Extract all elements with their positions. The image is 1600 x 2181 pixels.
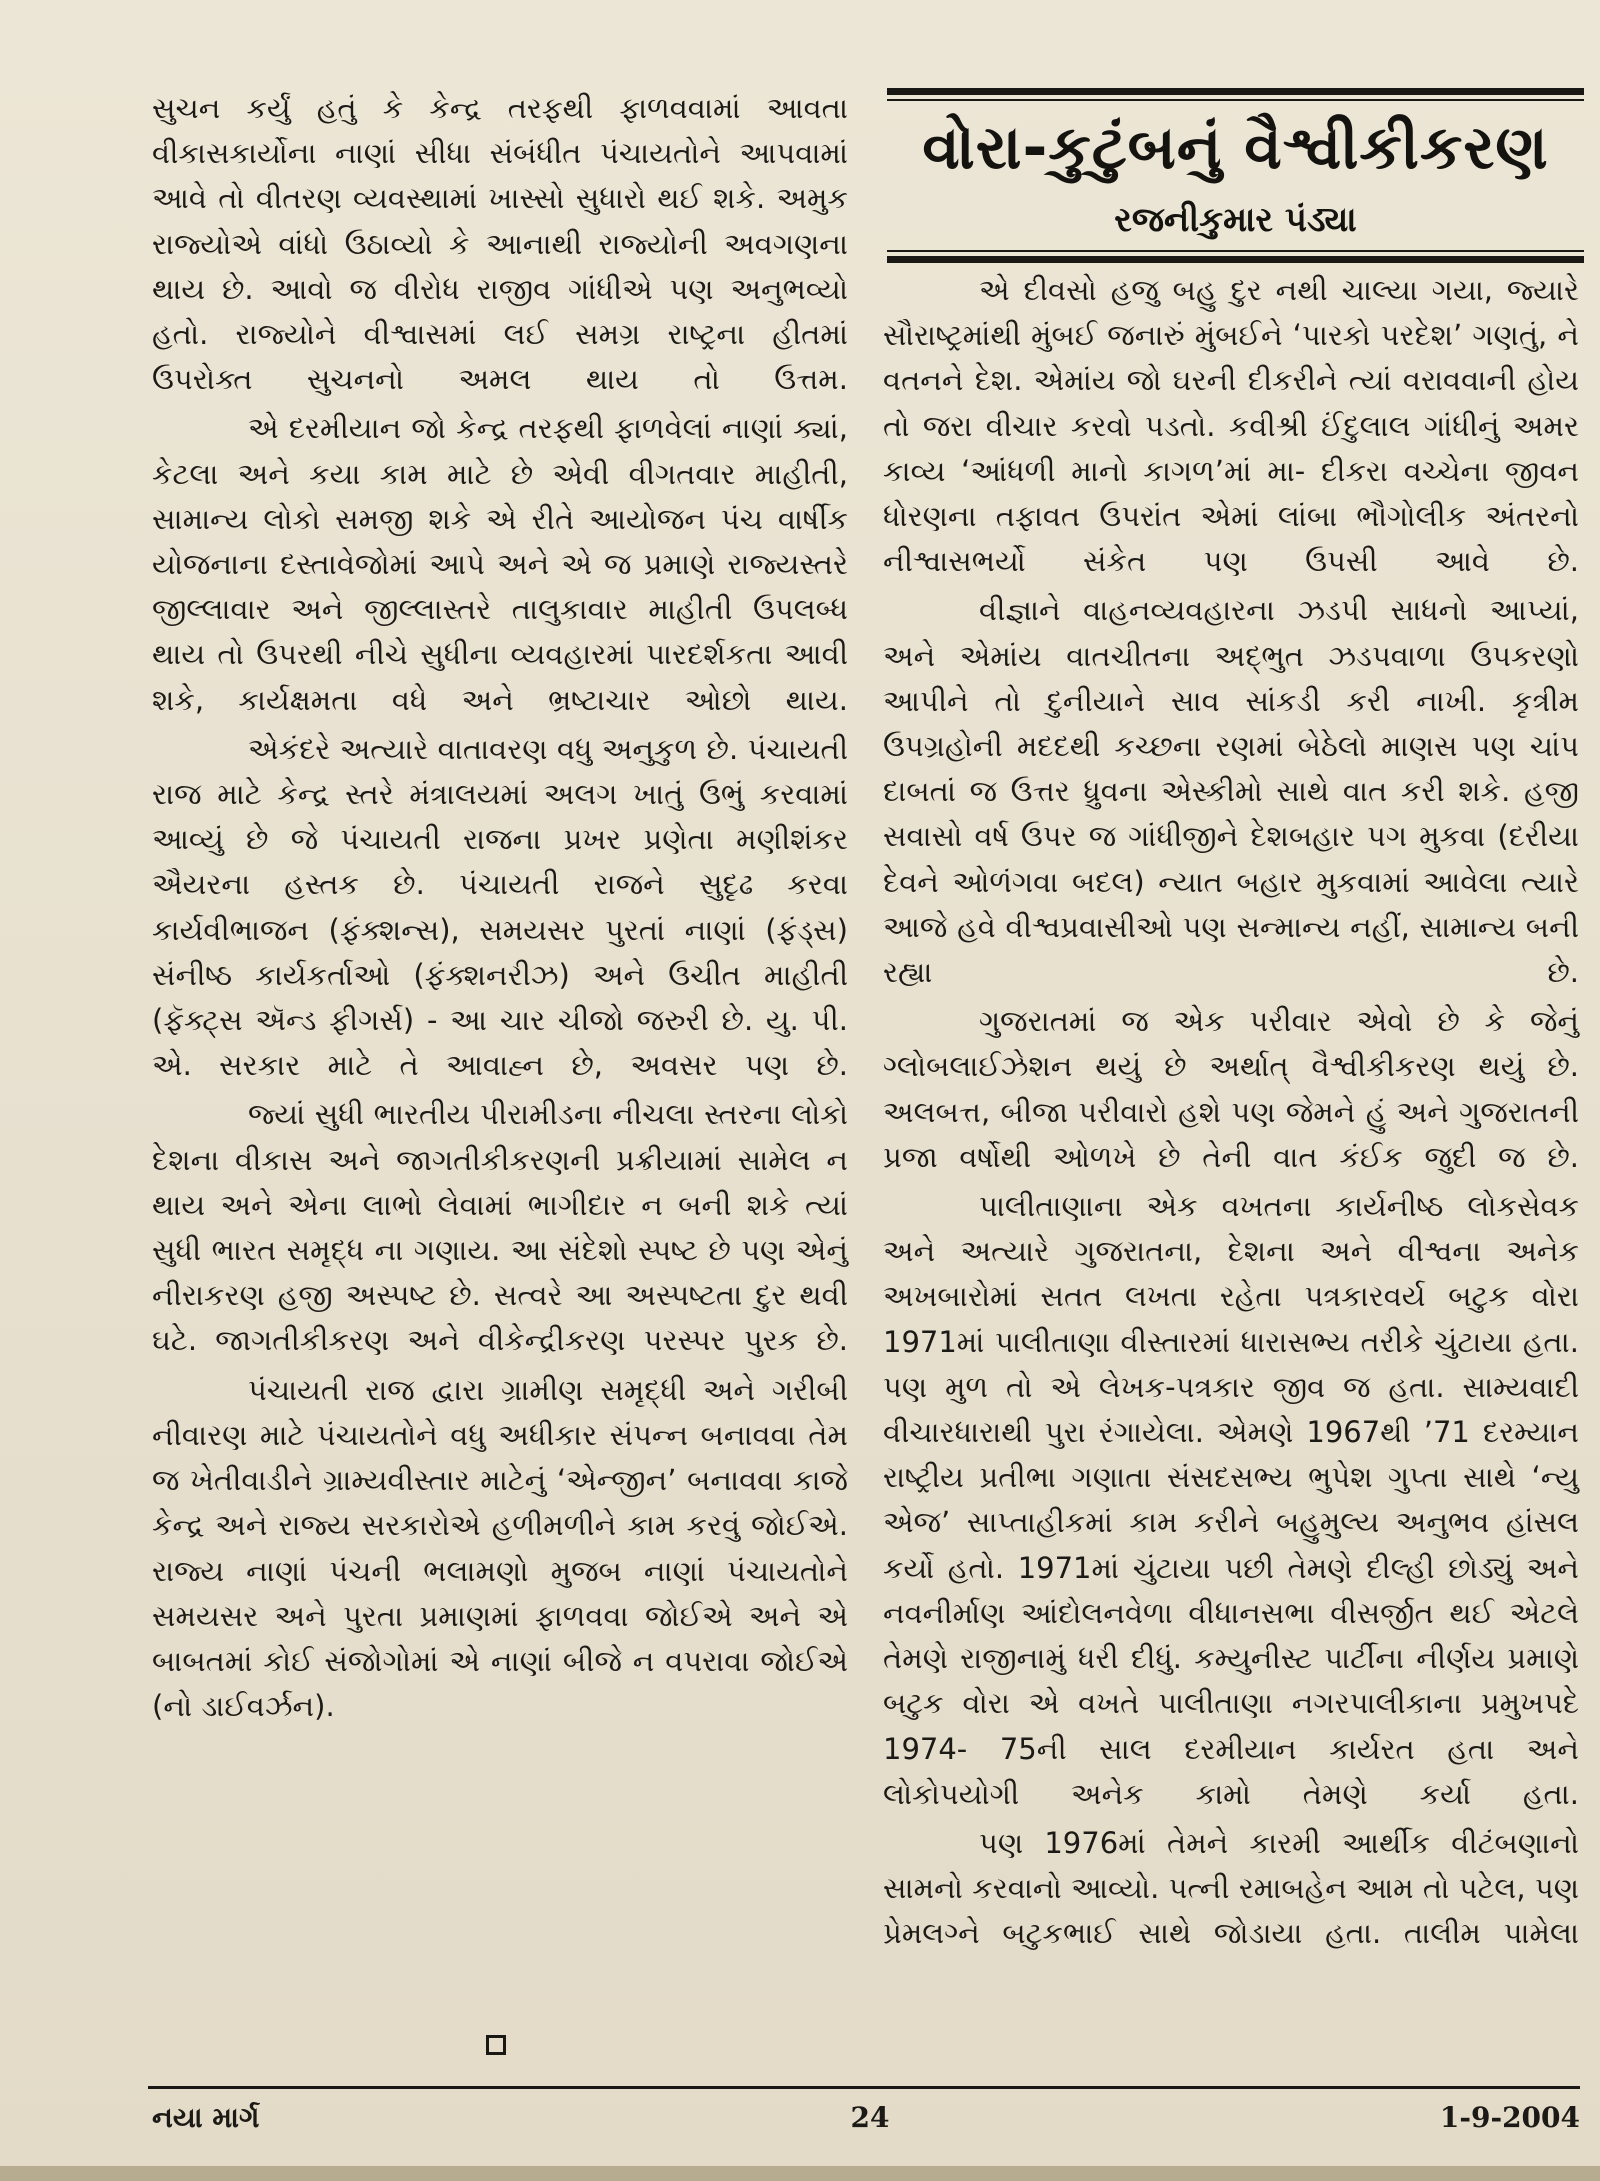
page-number: 24: [850, 2101, 890, 2134]
author-bottom-rule-thin: [887, 250, 1584, 252]
title-top-rule-thin: [887, 99, 1584, 101]
paragraph: એકંદરે અત્યારે વાતાવરણ વધુ અનુકુળ છે. પંચાયતી રાજ માટે કેન્દ્ર સ્તરે મંત્રાલયમાં અલગ ખાતું ઉભું કરવામાં આવ્યું છે જે પંચાયતી રાજના પ્રખર પ્રણેતા મણીશંકર ઐયરના હસ્તક છે. પંચાયતી રાજને સુદૃઢ કરવા કાર્યવીભાજન (ફંક્શન્સ), સમયસર પુરતાં નાણાં (ફંડ્સ) સંનીષ્ઠ કાર્યકર્તાઓ (ફંક્શનરીઝ) અને ઉચીત માહીતી (ફૅક્ટ્સ ઍન્ડ ફીગર્સ) - આ ચાર ચીજો જરુરી છે. યુ. પી. એ. સરકાર માટે તે આવાહ્ન છે, અવસર પણ છે.: [152, 731, 848, 1083]
issue-date: 1-9-2004: [1439, 2101, 1580, 2134]
article-title: વોરા-કુટુંબનું વૈશ્વીકીકરણ: [922, 113, 1549, 183]
left-column: [152, 86, 848, 1733]
paragraph: જ્યાં સુધી ભારતીય પીરામીડના નીચલા સ્તરના લોકો દેશના વીકાસ અને જાગતીકીકરણની પ્રક્રીયામાં સામેલ ન થાય અને એના લાભો લેવામાં ભાગીદાર ન બની શકે ત્યાં સુધી ભારત સમૃદ્ધ ના ગણાય. આ સંદેશો સ્પષ્ટ છે પણ એનું નીરાકરણ હજી અસ્પષ્ટ છે. સત્વરે આ અસ્પષ્ટતા દુર થવી ઘટે. જાગતીકીકરણ અને વીકેન્દ્રીકરણ પરસ્પર પુરક છે.: [152, 1097, 848, 1358]
author-bottom-rule: [887, 256, 1584, 263]
paragraph: વીજ્ઞાને વાહનવ્યવહારના ઝડપી સાધનો આપ્યાં, અને એમાંય વાતચીતના અદ્ભુત ઝડપવાળા ઉપકરણો આપીને તો દુનીયાને સાવ સાંકડી કરી નાખી. કૃત્રીમ ઉપગ્રહોની મદદથી કચ્છના રણમાં બેઠેલો માણસ પણ ચાંપ દાબતાં જ ઉત્તર ધ્રુવના એસ્કીમો સાથે વાત કરી શકે. હજી સવાસો વર્ષ ઉપર જ ગાંધીજીને દેશબહાર પગ મુકવા (દરીયા દેવને ઓળંગવા બદલ) ન્યાત બહાર મુકવામાં આવેલા ત્યારે આજે હવે વીશ્વપ્રવાસીઓ પણ સન્માન્ય નહીં, સામાન્ય બની રહ્યા છે.: [883, 593, 1579, 990]
paragraph: પાલીતાણાના એક વખતના કાર્યનીષ્ઠ લોકસેવક અને અત્યારે ગુજરાતના, દેશના અને વીશ્વના અનેક અખબારોમાં સતત લખતા રહેતા પત્રકારવર્ય બટુક વોરા 1971માં પાલીતાણા વીસ્તારમાં ધારાસભ્ય તરીકે ચુંટાયા હતા. પણ મુળ તો એ લેખક-પત્રકાર જીવ જ હતા. સામ્યવાદી વીચારધારાથી પુરા રંગાયેલા. એમણે 1967થી ’71 દરમ્યાન રાષ્ટ્રીય પ્રતીભા ગણાતા સંસદસભ્ય ભુપેશ ગુપ્તા સાથે ‘ન્યુ એજ’ સાપ્તાહીકમાં કામ કરીને બહુમુલ્ય અનુભવ હાંસલ કર્યો હતો. 1971માં ચુંટાયા પછી તેમણે દીલ્હી છોડ્યું અને નવનીર્માણ આંદોલનવેળા વીધાનસભા વીસર્જીત થઈ એટલે તેમણે રાજીનામું ધરી દીધું. કમ્યુનીસ્ટ પાર્ટીના નીર્ણય પ્રમાણે બટુક વોરા એ વખતે પાલીતાણા નગરપાલીકાના પ્રમુખપદે 1974- 75ની સાલ દરમીયાન કાર્યરત હતા અને લોકોપયોગી અનેક કામો તેમણે કર્યા હતા.: [883, 1189, 1579, 1811]
end-of-article-mark: [486, 2035, 506, 2055]
paragraph: એ દરમીયાન જો કેન્દ્ર તરફથી ફાળવેલાં નાણાં ક્યાં, કેટલા અને કયા કામ માટે છે એવી વીગતવાર માહીતી, સામાન્ય લોકો સમજી શકે એ રીતે આયોજન પંચ વાર્ષીક યોજનાના દસ્તાવેજોમાં આપે અને એ જ પ્રમાણે રાજ્યસ્તરે જીલ્લાવાર અને જીલ્લાસ્તરે તાલુકાવાર માહીતી ઉપલબ્ધ થાય તો ઉપરથી નીચે સુધીના વ્યવહારમાં પારદર્શકતા આવી શકે, કાર્યક્ષમતા વધે અને ભ્રષ્ટાચાર ઓછો થાય.: [152, 411, 848, 717]
footer-rule: [148, 2086, 1580, 2089]
paragraph: પંચાયતી રાજ દ્વારા ગ્રામીણ સમૃદ્ધી અને ગરીબી નીવારણ માટે પંચાયતોને વધુ અધીકાર સંપન્ન બનાવવા તેમ જ ખેતીવાડીને ગ્રામ્યવીસ્તાર માટેનું ‘એન્જીન’ બનાવવા કાજે કેન્દ્ર અને રાજ્ય સરકારોએ હળીમળીને કામ કરવું જોઈએ. રાજ્ય નાણાં પંચની ભલામણો મુજબ નાણાં પંચાયતોને સમયસર અને પુરતા પ્રમાણમાં ફાળવવા જોઈએ અને એ બાબતમાં કોઈ સંજોગોમાં એ નાણાં બીજે ન વપરાવા જોઈએ (નો ડાઈવર્ઝન).: [152, 1372, 848, 1724]
right-column: [883, 268, 1579, 1961]
paragraph: પણ 1976માં તેમને કારમી આર્થીક વીટંબણાનો સામનો કરવાનો આવ્યો. પત્ની રમાબહેન આમ તો પટેલ, પણ પ્રેમલગ્ને બટુકભાઈ સાથે જોડાયા હતા. તાલીમ પામેલા: [883, 1825, 1579, 1951]
paragraph: ગુજરાતમાં જ એક પરીવાર એવો છે કે જેનું ગ્લોબલાઈઝેશન થયું છે અર્થાત્ વૈશ્વીકીકરણ થયું છે. અલબત્ત, બીજા પરીવારો હશે પણ જેમને હું અને ગુજરાતની પ્રજા વર્ષોથી ઓળખે છે તેની વાત કંઈક જુદી જ છે.: [883, 1004, 1579, 1174]
paragraph: એ દીવસો હજુ બહુ દુર નથી ચાલ્યા ગયા, જ્યારે સૌરાષ્ટ્રમાંથી મુંબઈ જનારું મુંબઈને ‘પારકો પરદેશ’ ગણતું, ને વતનને દેશ. એમાંય જો ઘરની દીકરીને ત્યાં વરાવવાની હોય તો જરા વીચાર કરવો પડતો. કવીશ્રી ઈંદુલાલ ગાંધીનું અમર કાવ્ય ‘આંધળી માનો કાગળ’માં મા- દીકરા વચ્ચેના જીવન ધોરણના તફાવત ઉપરાંત એમાં લાંબા ભૌગોલીક અંતરનો નીશ્વાસભર્યો સંકેત પણ ઉપસી આવે છે.: [883, 273, 1579, 579]
title-top-rule: [887, 88, 1584, 95]
paragraph: સુચન કર્યું હતું કે કેન્દ્ર તરફથી ફાળવવામાં આવતા વીકાસકાર્યોના નાણાં સીધા સંબંધીત પંચાયતોને આપવામાં આવે તો વીતરણ વ્યવસ્થામાં ખાસ્સો સુધારો થઈ શકે. અમુક રાજ્યોએ વાંધો ઉઠાવ્યો કે આનાથી રાજ્યોની અવગણના થાય છે. આવો જ વીરોધ રાજીવ ગાંધીએ પણ અનુભવ્યો હતો. રાજ્યોને વીશ્વાસમાં લઈ સમગ્ર રાષ્ટ્રના હીતમાં ઉપરોક્ત સુચનનો અમલ થાય તો ઉત્તમ.: [152, 91, 848, 397]
scan-edge: [0, 2166, 1600, 2181]
article-author: રજનીકુમાર પંડ્યા: [1114, 200, 1357, 240]
publication-name: નયા માર્ગ: [152, 2101, 260, 2134]
